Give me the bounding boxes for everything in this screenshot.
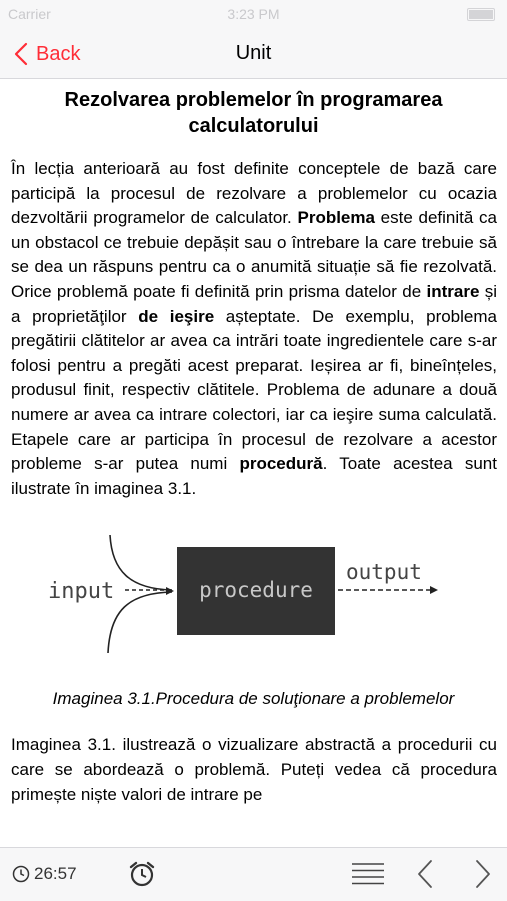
- back-label: Back: [36, 42, 81, 65]
- procedure-figure: [20, 531, 487, 667]
- figure-caption: Imaginea 3.1.Procedura de soluţionare a problemelor: [52, 689, 455, 709]
- lesson-paragraph-2: Imaginea 3.1. ilustrează o vizualizare abstractă a procedurii cu care se abordează o problemă. Puteți vedea că procedura primește niște valori de intrare pe: [11, 735, 497, 804]
- lesson-title: Rezolvarea problemelor în programarea calculatorului: [64, 89, 443, 137]
- status-bar: [0, 0, 507, 30]
- alarm-button[interactable]: [128, 860, 156, 893]
- procedure-label: procedure: [199, 578, 313, 603]
- page-title: Unit: [235, 42, 272, 64]
- input-arrow-bottom: [108, 592, 172, 653]
- lesson-content[interactable]: [0, 79, 507, 847]
- procedure-diagram: [20, 531, 487, 667]
- clock-icon: [12, 865, 30, 883]
- bold-term-intrare: intrare: [426, 281, 480, 301]
- text-run: . Toate acestea sunt ilustrate în imaginea 3.1.: [11, 454, 497, 498]
- bottom-toolbar: [0, 847, 507, 901]
- timer-value: 26:57: [34, 864, 77, 883]
- text-run: și a proprietăţilor: [11, 281, 498, 326]
- battery-icon: [467, 8, 495, 21]
- reading-timer: [12, 864, 77, 884]
- bold-term-procedura: procedură: [239, 454, 323, 474]
- input-arrowhead: [166, 587, 174, 595]
- chevron-left-icon: [416, 859, 434, 889]
- alarm-clock-icon: [128, 860, 156, 888]
- text-run: este definită ca un obstacol ce trebuie depășit sau o întrebare la care trebuie să se dea un răspuns pentru ca o anumită situație să fie rezolvată. Orice problemă poate fi definită prin prisma datelor de: [11, 208, 498, 301]
- chevron-right-icon: [474, 859, 492, 889]
- lesson-paragraph-1: [11, 157, 497, 501]
- next-page-button[interactable]: [474, 859, 492, 894]
- status-time: 3:23 PM: [227, 6, 280, 22]
- text-run: așteptate. De exemplu, problema pregătirii clătitelor ar avea ca intrări toate ingredientele care s-ar folosi pentru a pregăti acest preparat. Ieșirea ar fi, bineînțeles, produsul finit, respectiv clătitele. Problema de adunare a două numere ar avea ca intrare colectori, iar ca ieşire suma calculată. Etapele care ar participa în procesul de rezolvare a acestor probleme s-ar putea numi: [11, 306, 497, 474]
- input-label: input: [48, 579, 115, 605]
- list-icon: [351, 861, 385, 887]
- output-arrowhead: [430, 586, 438, 594]
- bold-term-iesire: de ieşire: [138, 306, 215, 326]
- carrier-label: Carrier: [8, 6, 51, 22]
- navigation-bar: [0, 30, 507, 79]
- previous-page-button[interactable]: [416, 859, 434, 894]
- output-label: output: [346, 560, 422, 585]
- input-arrow-top: [110, 535, 172, 590]
- text-run: În lecția anterioară au fost definite conceptele de bază care participă la procesul de rezolvare a problemelor cu ocazia dezvoltării programelor de calculator.: [11, 159, 497, 228]
- bold-term-problema: Problema: [297, 208, 375, 228]
- menu-button[interactable]: [351, 861, 385, 892]
